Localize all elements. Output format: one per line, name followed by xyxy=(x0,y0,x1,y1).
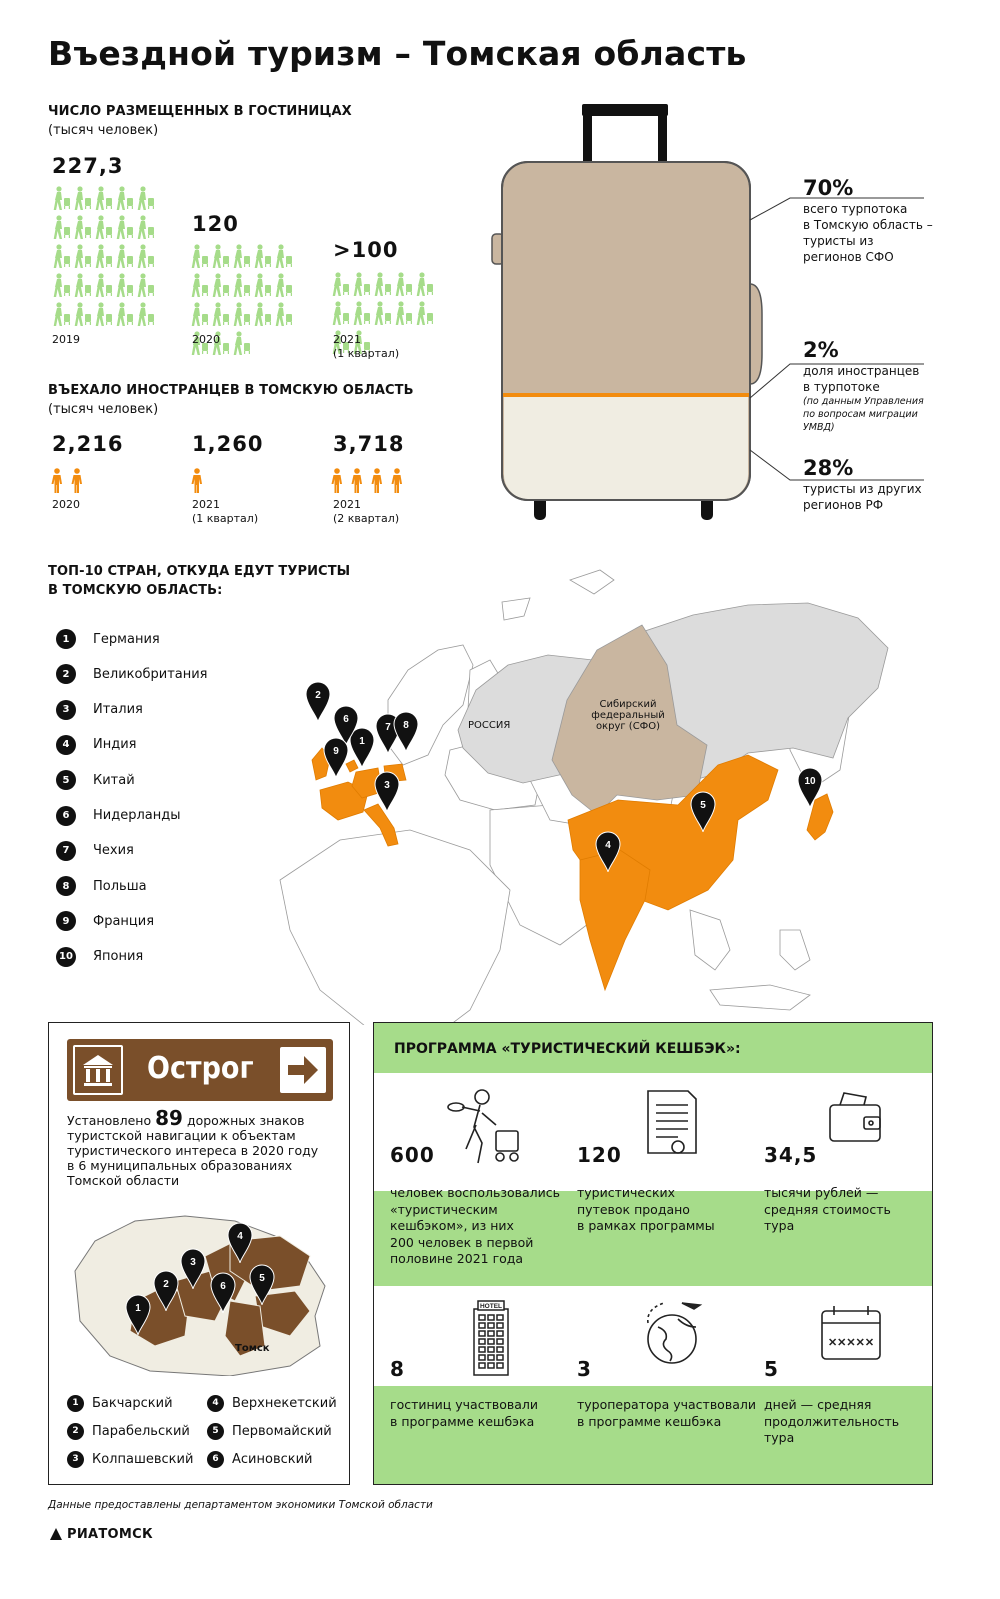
country-name: Германия xyxy=(93,631,160,647)
walker-icon xyxy=(136,273,156,303)
cashback-desc-line: «туристическим xyxy=(390,1201,498,1217)
district-name: Колпашевский xyxy=(92,1451,194,1467)
country-name: Франция xyxy=(93,913,155,929)
walker-icon xyxy=(73,215,93,245)
district-badge: 5 xyxy=(207,1423,224,1440)
country-list-item xyxy=(56,699,143,721)
cashback-desc-line: в программе кешбэка xyxy=(577,1413,722,1429)
district-name: Верхнекетский xyxy=(232,1395,337,1411)
countries-heading: ТОП-10 СТРАН, ОТКУДА ЕДУТ ТУРИСТЫ xyxy=(48,564,351,579)
district-list-item xyxy=(67,1393,173,1413)
cashback-desc-line: в рамках программы xyxy=(577,1218,715,1233)
suitcase-note-line: УМВД) xyxy=(803,422,835,433)
suitcase-text-line: в турпотоке xyxy=(803,380,880,394)
wallet-icon xyxy=(826,1087,886,1149)
hotels-year-2020: 2020 xyxy=(192,333,220,346)
walker-icon xyxy=(232,331,252,361)
walker-icon xyxy=(136,186,156,216)
walker-icon xyxy=(253,302,273,332)
suitcase-text-foreign xyxy=(803,363,924,434)
country-rank-badge: 7 xyxy=(56,841,76,861)
country-rank-badge: 10 xyxy=(56,947,76,967)
signs-text-line: в 6 муниципальных образованиях xyxy=(67,1158,293,1173)
voucher-icon xyxy=(642,1085,702,1163)
walker-icon xyxy=(352,272,372,302)
cashback-desc-line: в программе кешбэка xyxy=(390,1413,535,1429)
signs-text-first-line xyxy=(67,1106,318,1130)
foreigners-icon-group-2020 xyxy=(50,468,150,496)
country-rank-badge: 8 xyxy=(56,876,76,896)
country-rank-badge: 1 xyxy=(56,629,76,649)
cashback-desc-line: дней — средняя xyxy=(764,1397,872,1412)
hotels-year-2021: 2021 xyxy=(333,333,361,346)
walker-icon xyxy=(211,302,231,332)
walker-icon xyxy=(373,272,393,302)
country-list-item xyxy=(56,769,135,791)
foreigners-note-2021q1: (1 квартал) xyxy=(192,512,259,525)
cashback-value-days: 5 xyxy=(764,1357,779,1381)
walker-icon xyxy=(136,215,156,245)
cashback-desc-days xyxy=(764,1397,932,1447)
svg-text:9: 9 xyxy=(333,746,339,757)
district-list-item xyxy=(207,1421,332,1441)
svg-text:1: 1 xyxy=(359,736,365,747)
city-label-tomsk: Томск xyxy=(235,1343,270,1354)
map-philippines xyxy=(780,930,810,970)
walker-icon xyxy=(94,273,114,303)
walker-icon xyxy=(331,272,351,302)
walker-icon xyxy=(394,301,414,331)
cashback-desc-people xyxy=(390,1185,560,1268)
walker-icon xyxy=(52,302,72,332)
suitcase-text-line: всего турпотока xyxy=(803,202,908,216)
walker-icon xyxy=(115,244,135,274)
suitcase-text-other xyxy=(803,481,922,513)
walker-icon xyxy=(73,302,93,332)
suitcase-text-line: доля иностранцев xyxy=(803,364,920,378)
cashback-desc-line: туроператора участвовали xyxy=(577,1397,756,1412)
map-label-russia: РОССИЯ xyxy=(468,720,511,731)
hotels-value-2019: 227,3 xyxy=(52,154,124,178)
cashback-panel xyxy=(373,1022,933,1485)
country-list-item xyxy=(56,910,154,932)
walker-icon xyxy=(94,244,114,274)
walker-icon xyxy=(415,272,435,302)
walker-icon xyxy=(253,244,273,274)
map-label-sfo-line: округ (СФО) xyxy=(595,721,661,732)
person-icon xyxy=(370,468,384,498)
walker-icon xyxy=(274,244,294,274)
svg-text:8: 8 xyxy=(403,720,409,731)
svg-text:4: 4 xyxy=(605,840,611,851)
svg-text:10: 10 xyxy=(804,776,816,787)
sign-label: Острог xyxy=(147,1051,254,1086)
signs-text xyxy=(67,1106,319,1188)
country-rank-badge: 4 xyxy=(56,735,76,755)
suitcase-text-line: регионов РФ xyxy=(803,498,884,512)
suitcase-graphic xyxy=(488,100,928,530)
hotels-year-2019: 2019 xyxy=(52,333,80,346)
tomsk-region-map xyxy=(65,1201,331,1376)
map-netherlands xyxy=(346,760,358,772)
district-name: Асиновский xyxy=(232,1451,313,1467)
calendar-icon xyxy=(818,1303,884,1363)
signs-text-after: дорожных знаков xyxy=(186,1113,305,1128)
foreigners-value-2021q2: 3,718 xyxy=(333,432,405,456)
svg-text:2: 2 xyxy=(163,1279,169,1290)
svg-text:7: 7 xyxy=(385,722,391,733)
foreigners-value-2020: 2,216 xyxy=(52,432,124,456)
svg-text:6: 6 xyxy=(343,714,349,725)
museum-icon-graphic xyxy=(75,1047,121,1093)
map-india xyxy=(580,850,650,990)
foreigners-icon-group-2021q2 xyxy=(330,468,430,496)
signs-count: 89 xyxy=(155,1106,183,1130)
hotels-value-2021: >100 xyxy=(333,238,399,262)
country-name: Индия xyxy=(93,737,137,753)
svg-text:6: 6 xyxy=(220,1281,226,1292)
map-label-sfo xyxy=(588,699,668,732)
cashback-desc-operators xyxy=(577,1397,756,1430)
cashback-desc-line: гостиниц участвовали xyxy=(390,1397,539,1412)
country-rank-badge: 9 xyxy=(56,911,76,931)
district-badge: 3 xyxy=(67,1451,84,1468)
map-label-sfo-line: Сибирский xyxy=(599,699,657,710)
cashback-desc-line: продолжительность тура xyxy=(764,1413,900,1445)
country-list-item xyxy=(56,875,147,897)
foreigners-heading: ВЪЕХАЛО ИНОСТРАНЦЕВ В ТОМСКУЮ ОБЛАСТЬ xyxy=(48,383,414,398)
hotels-unit: (тысяч человек) xyxy=(48,123,159,138)
svg-text:✕✕✕✕✕: ✕✕✕✕✕ xyxy=(827,1337,875,1349)
cashback-desc-hotels xyxy=(390,1397,538,1430)
cashback-desc-line: половине 2021 года xyxy=(390,1251,524,1266)
walker-icon xyxy=(94,215,114,245)
suitcase-note-line: (по данным Управления xyxy=(803,396,924,407)
cashback-desc-line: 200 человек в первой xyxy=(390,1234,534,1250)
district-list-item xyxy=(207,1393,337,1413)
country-list-item xyxy=(56,840,134,862)
museum-icon xyxy=(73,1045,123,1095)
suitcase-note-line: по вопросам миграции xyxy=(803,409,918,420)
foreigners-icon-group-2021q1 xyxy=(190,468,290,496)
cashback-desc-vouchers xyxy=(577,1185,715,1235)
foreigners-year-2021q2: 2021 xyxy=(333,498,361,511)
person-icon xyxy=(330,468,344,498)
district-name: Первомайский xyxy=(232,1423,332,1439)
map-africa xyxy=(280,830,510,1025)
cashback-desc-line: средняя стоимость xyxy=(764,1201,891,1217)
signs-panel xyxy=(48,1022,350,1485)
map-indonesia xyxy=(710,985,810,1010)
ria-logo xyxy=(48,1526,153,1542)
country-list-item xyxy=(56,946,143,968)
suitcase-text-line: регионов СФО xyxy=(803,250,894,264)
country-rank-badge: 6 xyxy=(56,806,76,826)
district-badge: 2 xyxy=(67,1423,84,1440)
cashback-desc-line: путевок продано xyxy=(577,1201,690,1217)
district-name: Парабельский xyxy=(92,1423,190,1439)
district-list-item xyxy=(207,1449,313,1469)
person-icon xyxy=(50,468,64,498)
person-icon xyxy=(350,468,364,498)
foreigners-value-2021q1: 1,260 xyxy=(192,432,264,456)
suitcase-pct-foreign: 2% xyxy=(803,338,839,362)
foreigners-note-2021q2: (2 квартал) xyxy=(333,512,400,525)
district-badge: 4 xyxy=(207,1395,224,1412)
cashback-value-cost: 34,5 xyxy=(764,1143,818,1167)
svg-text:1: 1 xyxy=(135,1303,141,1314)
signs-text-before: Установлено xyxy=(67,1113,152,1128)
cashback-value-hotels: 8 xyxy=(390,1357,405,1381)
hotels-icon-group-2019 xyxy=(52,186,162,331)
country-name: Япония xyxy=(93,949,144,965)
world-map xyxy=(270,550,970,1025)
traveler-icon xyxy=(444,1087,534,1167)
map-arctic-island xyxy=(570,570,614,594)
cashback-desc-line: человек воспользовались xyxy=(390,1185,561,1200)
walker-icon xyxy=(115,302,135,332)
hotels-value-2020: 120 xyxy=(192,212,239,236)
walker-icon xyxy=(211,273,231,303)
suitcase-text-line: туристы из xyxy=(803,234,874,248)
map-southeast-asia xyxy=(690,910,730,970)
walker-icon xyxy=(373,301,393,331)
svg-text:2: 2 xyxy=(315,690,321,701)
walker-icon xyxy=(415,301,435,331)
suitcase-text-sfo xyxy=(803,201,933,265)
country-name: Италия xyxy=(93,702,143,718)
country-name: Китай xyxy=(93,772,135,788)
suitcase-pct-sfo: 70% xyxy=(803,176,854,200)
country-list-item xyxy=(56,663,208,685)
page-title: Въездной туризм – Томская область xyxy=(48,34,747,73)
svg-text:4: 4 xyxy=(237,1231,243,1242)
foreigners-year-2020: 2020 xyxy=(52,498,80,511)
country-rank-badge: 5 xyxy=(56,770,76,790)
person-icon xyxy=(390,468,404,498)
walker-icon xyxy=(232,273,252,303)
country-name: Чехия xyxy=(93,843,134,859)
walker-icon xyxy=(115,273,135,303)
cashback-desc-line: кешбэком», из них xyxy=(390,1218,514,1233)
walker-icon xyxy=(253,273,273,303)
walker-icon xyxy=(52,273,72,303)
source-note: Данные предоставлены департаментом экономики Томской области xyxy=(48,1499,433,1511)
map-pin xyxy=(306,682,330,722)
cashback-value-people: 600 xyxy=(390,1143,435,1167)
walker-icon xyxy=(190,244,210,274)
suitcase-text-line: в Томскую область – xyxy=(803,218,933,232)
district-name: Бакчарский xyxy=(92,1395,173,1411)
walker-icon xyxy=(73,244,93,274)
walker-icon xyxy=(52,186,72,216)
walker-icon xyxy=(94,302,114,332)
hotel-icon xyxy=(466,1299,516,1379)
cashback-desc-line: туристических xyxy=(577,1185,676,1200)
country-rank-badge: 3 xyxy=(56,700,76,720)
country-name: Великобритания xyxy=(93,666,208,682)
walker-icon xyxy=(73,186,93,216)
person-icon xyxy=(190,468,204,498)
walker-icon xyxy=(94,186,114,216)
suitcase-text-line: туристы из других xyxy=(803,482,922,496)
globe-icon xyxy=(638,1297,708,1367)
district-badge: 6 xyxy=(207,1451,224,1468)
svg-text:5: 5 xyxy=(700,800,706,811)
district-badge: 1 xyxy=(67,1395,84,1412)
cashback-value-vouchers: 120 xyxy=(577,1143,622,1167)
hotels-icon-group-2020 xyxy=(190,244,300,331)
svg-text:3: 3 xyxy=(190,1257,196,1268)
suitcase-pct-other: 28% xyxy=(803,456,854,480)
signs-text-line: туристического интереса в 2020 году xyxy=(67,1143,319,1158)
hotels-icon-group-2021 xyxy=(331,272,441,330)
country-list-item xyxy=(56,628,160,650)
walker-icon xyxy=(274,273,294,303)
walker-icon xyxy=(190,273,210,303)
walker-icon xyxy=(115,215,135,245)
cashback-heading: ПРОГРАММА «ТУРИСТИЧЕСКИЙ КЕШБЭК»: xyxy=(394,1041,741,1057)
hotels-note-2021: (1 квартал) xyxy=(333,347,400,360)
map-pin xyxy=(324,738,348,778)
walker-icon xyxy=(52,215,72,245)
walker-icon xyxy=(331,301,351,331)
walker-icon xyxy=(232,244,252,274)
cashback-value-operators: 3 xyxy=(577,1357,592,1381)
walker-icon xyxy=(190,302,210,332)
walker-icon xyxy=(352,301,372,331)
signs-text-line: Томской области xyxy=(67,1173,180,1188)
country-list-item xyxy=(56,805,181,827)
signs-text-line: туристской навигации к объектам xyxy=(67,1128,296,1143)
svg-text:5: 5 xyxy=(259,1273,265,1284)
walker-icon xyxy=(136,302,156,332)
walker-icon xyxy=(136,244,156,274)
country-name: Польша xyxy=(93,878,147,894)
walker-icon xyxy=(73,273,93,303)
logo-text: РИАТОМСК xyxy=(67,1526,153,1542)
walker-icon xyxy=(232,302,252,332)
walker-icon xyxy=(394,272,414,302)
cashback-desc-cost xyxy=(764,1185,891,1235)
district-list-item xyxy=(67,1449,193,1469)
map-scandinavia xyxy=(388,645,473,765)
map-arctic-island xyxy=(502,598,530,620)
svg-text:3: 3 xyxy=(384,780,390,791)
walker-icon xyxy=(274,302,294,332)
district-list-item xyxy=(67,1421,190,1441)
foreigners-year-2021q1: 2021 xyxy=(192,498,220,511)
cashback-desc-line: тура xyxy=(764,1218,795,1233)
foreigners-unit: (тысяч человек) xyxy=(48,402,159,417)
hotels-heading: ЧИСЛО РАЗМЕЩЕННЫХ В ГОСТИНИЦАХ xyxy=(48,104,352,119)
logo-mark-icon xyxy=(48,1526,64,1542)
cashback-desc-line: тысячи рублей — xyxy=(764,1185,879,1200)
country-rank-badge: 2 xyxy=(56,664,76,684)
countries-heading-2: В ТОМСКУЮ ОБЛАСТЬ: xyxy=(48,583,223,598)
hotel-sign-text: HOTEL xyxy=(479,1303,503,1310)
walker-icon xyxy=(211,244,231,274)
person-icon xyxy=(70,468,84,498)
walker-icon xyxy=(52,244,72,274)
road-sign xyxy=(67,1039,333,1101)
arrow-right-icon xyxy=(280,1047,326,1093)
country-list-item xyxy=(56,734,136,756)
map-label-sfo-line: федеральный xyxy=(591,710,665,721)
walker-icon xyxy=(115,186,135,216)
country-name: Нидерланды xyxy=(93,808,181,823)
